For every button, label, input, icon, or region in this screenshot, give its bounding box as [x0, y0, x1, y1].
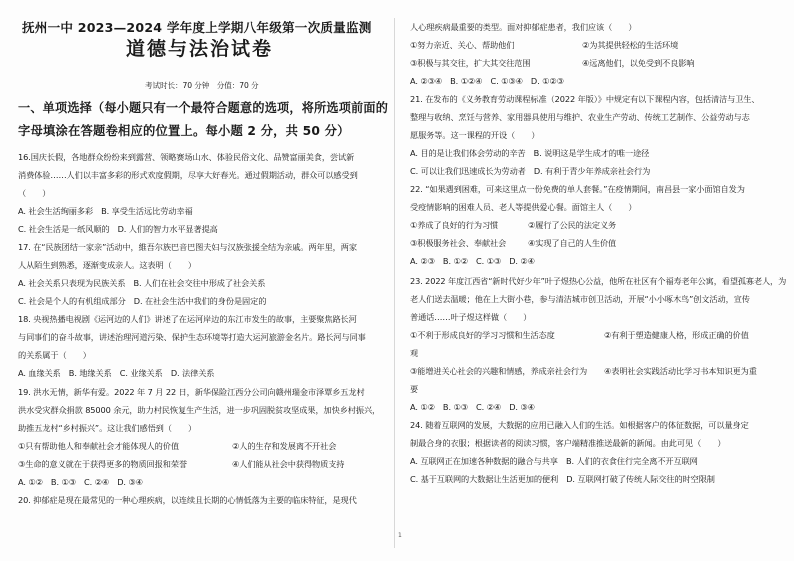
question-18-line3: 的关系属于（ ） [18, 350, 91, 360]
question-20-statement-3: ③积极与其交往，扩大其交往范围 [410, 58, 531, 68]
question-24-line1: 24. 随着互联网的发展，大数据的应用已融入人们的生活。如根据客户的体征数据，可以量身定 [410, 420, 749, 430]
question-23-statement-2: ②有利于塑造健康人格，形成正确的价值 [604, 330, 749, 340]
question-22-statement-1: ①养成了良好的行为习惯 [410, 220, 499, 230]
question-20-line1: 20. 抑郁症是现在最常见的一种心理疾病，以连续且长期的心情低落为主要的临床特征，是现代 [18, 495, 357, 505]
column-divider [394, 18, 395, 548]
question-20-statement-2: ②为其提供轻松的生活环境 [582, 40, 679, 50]
question-18-line2: 与同事们的奋斗故事，讲述治理河道污染、保护生态环境等打造大运河旅游金名片。路长河与同事 [18, 332, 366, 342]
question-23-statement-4-cont: 要 [410, 384, 419, 394]
subject-title: 道德与法治试卷 [126, 38, 274, 60]
question-19-line3: 助推五龙村“乡村振兴”。这让我们感悟到（ ） [18, 423, 197, 433]
question-19-statement-4: ④人们能从社会中获得物质支持 [232, 459, 345, 469]
question-19-line1: 19. 洪水无情，新华有爱。2022 年 7 月 22 日，新华保险江西分公司向赣州瑞金市泽覃乡五龙村 [18, 387, 365, 397]
question-21-line3: 愿服务等。这一课程的开设（ ） [410, 130, 540, 140]
question-23-statement-4: ④表明社会实践活动比学习书本知识更为重 [604, 366, 757, 376]
question-21-line1: 21. 在发布的《义务教育劳动课程标准（2022 年版）》中规定有以下课程内容，包括清洁与卫生、 [410, 94, 760, 104]
question-21-option-ab: A. 目的是让我们体会劳动的辛苦 B. 说明这是学生成才的唯一途径 [410, 148, 650, 158]
question-23-line2: 老人们送去温暖；他在上大街小巷，参与清洁城市创卫活动，开展“小小啄木鸟”创文活动，宣传 [410, 294, 750, 304]
question-23-line3: 普通话……叶子煜这样做（ ） [410, 312, 532, 322]
question-17-line1: 17. 在“民族团结一家亲”活动中，維吾尔族巴音巴图夫妇与汉族张援全结为亲戚。两年里，两家 [18, 242, 357, 252]
question-24-option-cd: C. 基于互联网的大数据让生活更加的便利 D. 互联网打破了传统人际交往的时空限制 [410, 474, 715, 484]
exam-info: 考试时长：70 分钟 分值：70 分 [145, 81, 259, 90]
question-16-line2: 消费体验……人们以丰富多彩的形式欢度假期，尽享大好春光。通过假期活动，群众可以感受到 [18, 170, 358, 180]
question-23-statement-2-cont: 观 [410, 348, 419, 358]
question-22-statement-2: ②履行了公民的法定义务 [528, 220, 617, 230]
question-17-option-ab: A. 社会关系只表现为民族关系 B. 人们在社会交往中形成了社会关系 [18, 278, 266, 288]
question-24-option-ab: A. 互联网正在加速各种数据的融合与共享 B. 人们的衣食住行完全离不开互联网 [410, 456, 698, 466]
school-title: 抚州一中 2023—2024 学年度上学期八年级第一次质量监测 [22, 20, 372, 35]
question-16-option-ab: A. 社会生活绚丽多彩 B. 享受生活远比劳动幸福 [18, 206, 193, 216]
question-22-options: A. ②③ B. ①② C. ①③ D. ②④ [410, 256, 535, 266]
question-17-option-cd: C. 社会是个人的有机组成部分 D. 在社会生活中我们的身份是固定的 [18, 296, 267, 306]
question-23-statement-3: ③能增进关心社会的兴趣和情感，养成亲社会行为 [410, 366, 588, 376]
question-22-statement-4: ④实现了自己的人生价值 [528, 238, 617, 248]
question-20-statement-1: ①努力亲近、关心、帮助他们 [410, 40, 515, 50]
question-18-options: A. 血缘关系 B. 地缘关系 C. 业缘关系 D. 法律关系 [18, 368, 215, 378]
question-16-option-cd: C. 社会生活是一纸风顺的 D. 人们的智力水平显著提高 [18, 224, 218, 234]
question-22-line1: 22. “如果遇到困难，可来这里点一份免费的单人套餐。”在疫情期间，南昌县一家小面馆自发为 [410, 184, 745, 194]
question-20-statement-4: ④远离他们，以免受到不良影响 [582, 58, 695, 68]
question-17-line2: 人从陌生到熟悉，逐渐变成亲人。这表明（ ） [18, 260, 196, 270]
question-21-option-cd: C. 可以让我们迅速成长为劳动者 D. 有利于青少年养成亲社会行为 [410, 166, 651, 176]
section-title-line2: 字母填涂在答题卷相应的位置上。每小题 2 分，共 50 分） [18, 124, 350, 138]
question-20-line2: 人心理疾病最重要的类型。面对抑郁症患者，我们应该（ ） [410, 22, 637, 32]
question-19-statement-1: ①只有帮助他人和奉献社会才能体现人的价值 [18, 441, 179, 451]
question-16-line3: （ ） [18, 188, 51, 198]
question-19-statement-3: ③生命的意义就在于获得更多的物质回报和荣誉 [18, 459, 187, 469]
page-number: 1 [398, 532, 402, 539]
question-23-statement-1: ①不利于形成良好的学习习惯和生活态度 [410, 330, 555, 340]
question-23-options: A. ①② B. ①③ C. ②④ D. ③④ [410, 402, 535, 412]
question-19-statement-2: ②人的生存和发展离不开社会 [232, 441, 337, 451]
question-22-statement-3: ③积极服务社会、奉献社会 [410, 238, 507, 248]
question-19-options: A. ①② B. ①③ C. ②④ D. ③④ [18, 477, 143, 487]
question-21-line2: 整理与收纳、烹饪与营养、家用器具使用与维护、农业生产劳动、传统工艺制作、公益劳动与志 [410, 112, 750, 122]
question-16-line1: 16.国庆长假，各地群众纷纷来到露营、领略赛场山水、体验民俗文化、品赞富丽美食，尝试新 [18, 152, 355, 162]
question-19-line2: 洪水受灾群众捐款 85000 余元，助力村民恢复生产生活，进一步巩固脱贫攻坚成果，加快乡村振兴， [18, 405, 381, 415]
question-18-line1: 18. 央视热播电视剧《运河边的人们》讲述了在运河岸边的东江市发生的故事，主要聚焦路长河 [18, 314, 357, 324]
question-20-options: A. ②③④ B. ①②④ C. ①③④ D. ①②③ [410, 76, 564, 86]
section-title-line1: 一、单项选择（每小题只有一个最符合题意的选项，将所选项前面的 [18, 101, 389, 115]
question-23-line1: 23. 2022 年度江西省“新时代好少年”叶子煜热心公益，他所在社区有个福寿老年公寓，看望孤寡老人，为 [410, 276, 787, 286]
question-24-line2: 制最合身的衣服；根据读者的阅读习惯，客户端精准推送最新的新闻。由此可见（ ） [410, 438, 726, 448]
question-22-line2: 受疫情影响的困难人员、老人等提供爱心餐。面馆主人（ ） [410, 202, 637, 212]
